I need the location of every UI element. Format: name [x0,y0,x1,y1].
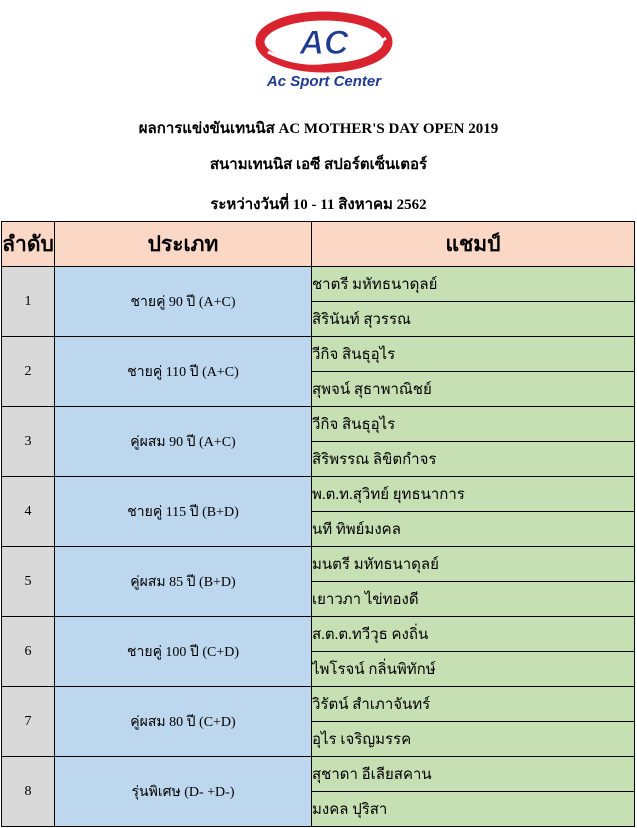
rank-cell: 6 [2,617,55,687]
ac-sport-center-logo [246,10,406,92]
table-row [2,687,635,722]
category-cell: ชายคู่ 100 ปี (C+D) [55,617,312,687]
date-title: ระหว่างวันที่ 10 - 11 สิงหาคม 2562 [210,197,427,213]
category-cell: คู่ผสม 80 ปี (C+D) [55,687,312,757]
champion-name: สุพจน์ สุธาพาณิชย์ [312,372,635,407]
table-row [2,547,635,582]
champion-name: ไพโรจน์ กลิ่นพิทักษ์ [312,652,635,687]
logo-name: Ac Sport Center [266,73,382,90]
rank-cell: 1 [2,267,55,337]
category-cell: ชายคู่ 115 ปี (B+D) [55,477,312,547]
champion-name: สิรินันท์ สุวรรณ [312,302,635,337]
rank-cell: 8 [2,757,55,827]
header-row [2,222,635,267]
champion-name: สิริพรรณ ลิขิตกำจร [312,442,635,477]
results-table [1,221,635,827]
champion-name: มงคล ปุริสา [312,792,635,827]
table-row [2,477,635,512]
category-cell: ชายคู่ 110 ปี (A+C) [55,337,312,407]
champion-name: สุชาดา อีเลียสคาน [312,757,635,792]
rank-cell: 2 [2,337,55,407]
rank-cell: 3 [2,407,55,477]
champion-name: วิรัตน์ สำเภาจันทร์ [312,687,635,722]
table-row [2,617,635,652]
category-cell: คู่ผสม 85 ปี (B+D) [55,547,312,617]
table-row [2,267,635,302]
category-cell: คู่ผสม 90 ปี (A+C) [55,407,312,477]
champion-name: ส.ต.ต.ทวีวุธ คงถิ่น [312,617,635,652]
champion-name: ชาตรี มหัทธนาดุลย์ [312,267,635,302]
champion-name: เยาวภา ไข่ทองดี [312,582,635,617]
header-rank: ลำดับ [2,222,55,267]
category-cell: ชายคู่ 90 ปี (A+C) [55,267,312,337]
table-row [2,337,635,372]
rank-cell: 4 [2,477,55,547]
champion-name: อุไร เจริญมรรค [312,722,635,757]
venue-title: สนามเทนนิส เอซี สปอร์ตเซ็นเตอร์ [209,157,428,173]
rank-cell: 7 [2,687,55,757]
champion-name: นที ทิพย์มงคล [312,512,635,547]
champion-name: วีกิจ สินธุอุไร [312,337,635,372]
header-champion: แชมป์ [312,222,635,267]
champion-name: มนตรี มหัทธนาดุลย์ [312,547,635,582]
rank-cell: 5 [2,547,55,617]
header-category: ประเภท [55,222,312,267]
table-row [2,407,635,442]
champion-name: พ.ต.ท.สุวิทย์ ยุทธนาการ [312,477,635,512]
logo-mark: AC [299,24,349,62]
category-cell: รุ่นพิเศษ (D- +D-) [55,757,312,827]
champion-name: วีกิจ สินธุอุไร [312,407,635,442]
tournament-title: ผลการแข่งขันเทนนิส AC MOTHER'S DAY OPEN 2019 [138,121,499,137]
table-row [2,757,635,792]
